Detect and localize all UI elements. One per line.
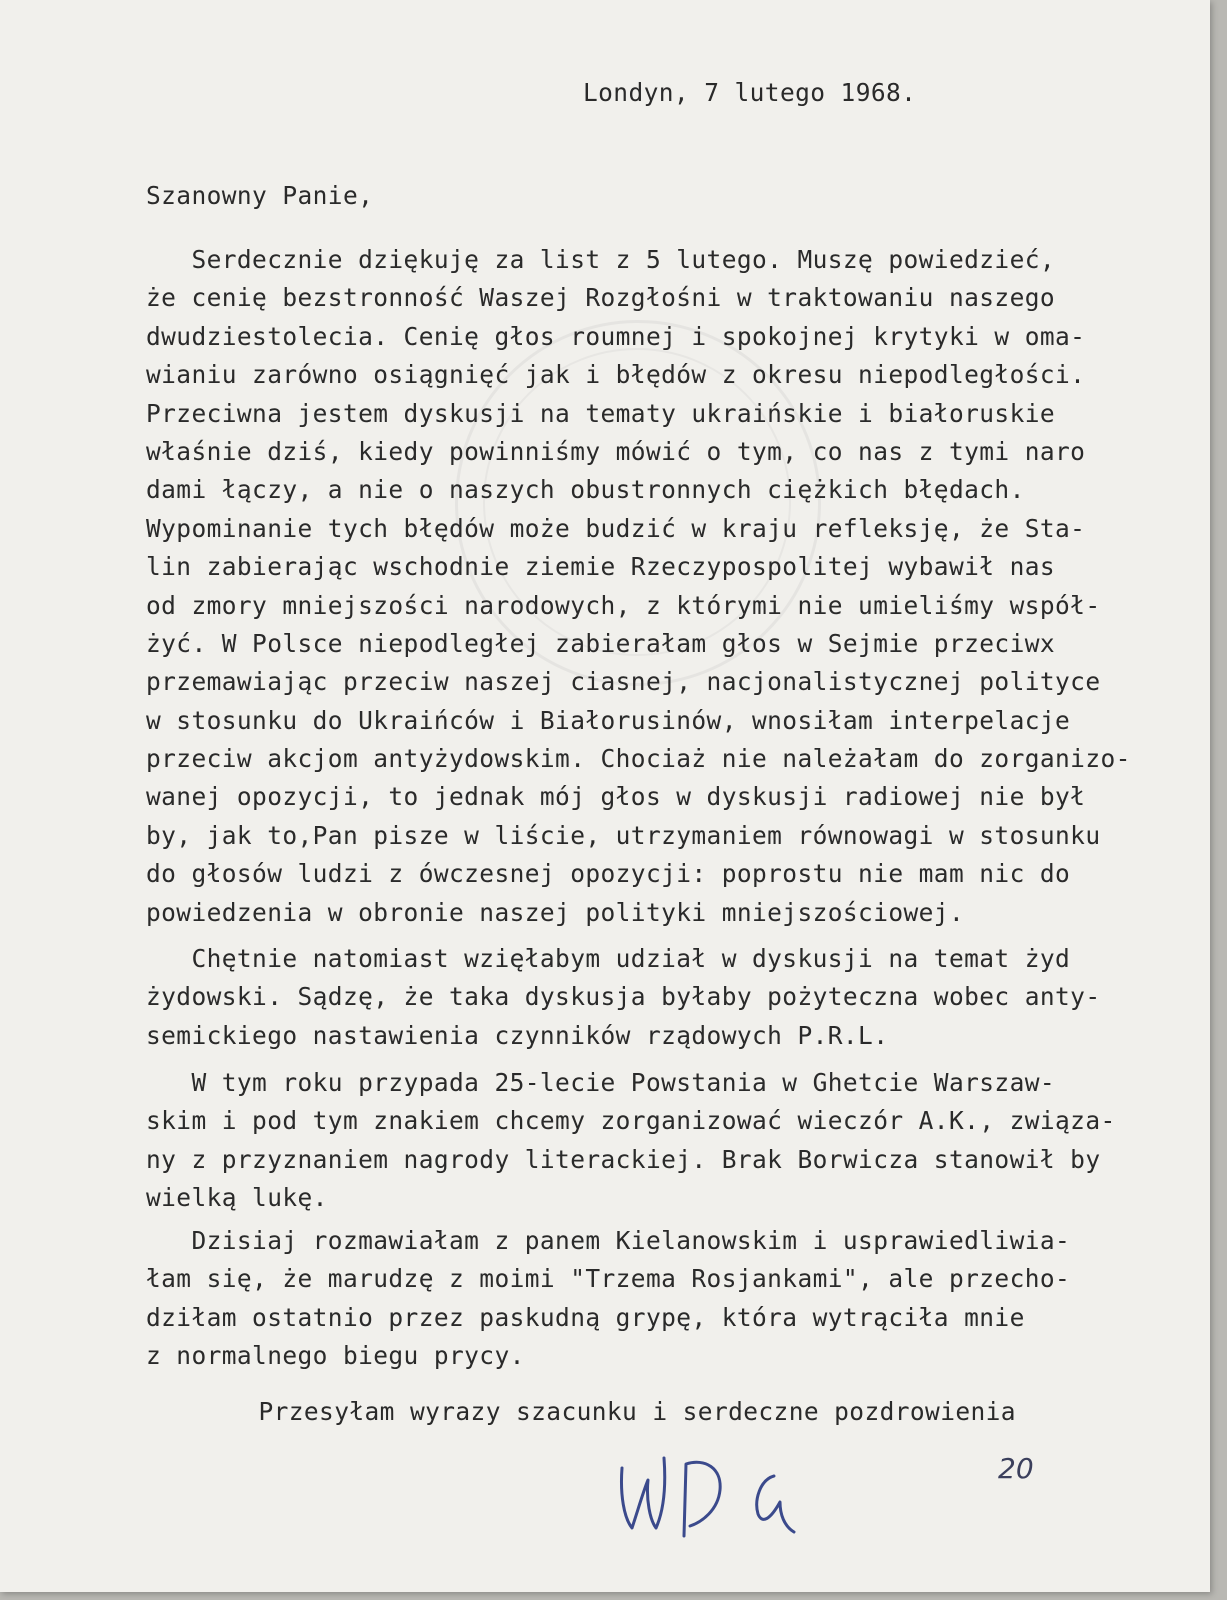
text-line: do głosów ludzi z ówczesnej opozycji: poprostu nie mam nic do xyxy=(146,859,1071,889)
text-line: by, jak to,Pan pisze w liście, utrzymaniem równowagi w stosunku xyxy=(146,820,1101,850)
text-line: wanej opozycji, to jednak mój głos w dyskusji radiowej nie był xyxy=(146,782,1086,812)
text-line: semickiego nastawienia czynników rządowych P.R.L. xyxy=(146,1020,889,1050)
text-line: Dzisiaj rozmawiałam z panem Kielanowskim i usprawiedliwia- xyxy=(146,1226,1071,1255)
text-line: od zmory mniejszości narodowych, z którymi nie umieliśmy współ- xyxy=(146,590,1101,620)
text-line: z normalnego biegu prycy. xyxy=(146,1341,525,1371)
page-number: 20 xyxy=(998,1452,1034,1485)
paragraph-1 xyxy=(146,241,1131,932)
paragraph-2 xyxy=(146,940,1100,1055)
handwritten-signature xyxy=(610,1440,820,1550)
text-line: w stosunku do Ukraińców i Białorusinów, wnosiłam interpelacje xyxy=(146,705,1071,735)
text-line: W tym roku przypada 25-lecie Powstania w Ghetcie Warszaw- xyxy=(146,1068,1056,1097)
text-line: lin zabierając wschodnie ziemie Rzeczypospolitej wybawił nas xyxy=(146,552,1056,582)
closing-line: Przesyłam wyrazy szacunku i serdeczne pozdrowienia xyxy=(213,1397,1016,1426)
text-line: wianiu zarówno osiągnięć jak i błędów z okresu niepodległości. xyxy=(146,360,1086,390)
text-line: dami łączy, a nie o naszych obustronnych ciężkich błędach. xyxy=(146,475,1025,505)
text-line: Przeciwna jestem dyskusji na tematy ukraińskie i białoruskie xyxy=(146,398,1056,428)
text-line: żydowski. Sądzę, że taka dyskusja byłaby pożyteczna wobec anty- xyxy=(146,982,1101,1012)
text-line: skim i pod tym znakiem chcemy zorganizować wieczór A.K., związa- xyxy=(146,1106,1116,1136)
text-line: łam się, że marudzę z moimi "Trzema Rosjankami", ale przecho- xyxy=(146,1264,1071,1294)
text-line: przeciw akcjom antyżydowskim. Chociaż nie należałam do zorganizo- xyxy=(146,744,1131,774)
text-line: Chętnie natomiast wzięłabym udział w dyskusji na temat żyd xyxy=(146,944,1071,973)
paragraph-3 xyxy=(146,1064,1116,1218)
letter-date: Londyn, 7 lutego 1968. xyxy=(583,78,917,107)
text-line: dziłam ostatnio przez paskudną grypę, która wytrąciła mnie xyxy=(146,1302,1025,1332)
text-line: Wypominanie tych błędów może budzić w kraju refleksję, że Sta- xyxy=(146,513,1086,543)
text-line: żyć. W Polsce niepodległej zabierałam głos w Sejmie przeciwx xyxy=(146,628,1056,658)
text-line: właśnie dziś, kiedy powinniśmy mówić o tym, co nas z tymi naro xyxy=(146,436,1086,466)
text-line: powiedzenia w obronie naszej polityki mniejszościowej. xyxy=(146,897,965,927)
text-line: dwudziestolecia. Cenię głos roumnej i spokojnej krytyki w oma- xyxy=(146,321,1086,351)
text-line: Serdecznie dziękuję za list z 5 lutego. Muszę powiedzieć, xyxy=(146,245,1056,274)
paragraph-4 xyxy=(146,1222,1070,1376)
text-line: wielką lukę. xyxy=(146,1183,328,1213)
text-line: przemawiając przeciw naszej ciasnej, nacjonalistycznej polityce xyxy=(146,667,1101,697)
text-line: że cenię bezstronność Waszej Rozgłośni w traktowaniu naszego xyxy=(146,283,1056,313)
text-line: ny z przyznaniem nagrody literackiej. Brak Borwicza stanowił by xyxy=(146,1144,1101,1174)
salutation: Szanowny Panie, xyxy=(146,181,374,210)
